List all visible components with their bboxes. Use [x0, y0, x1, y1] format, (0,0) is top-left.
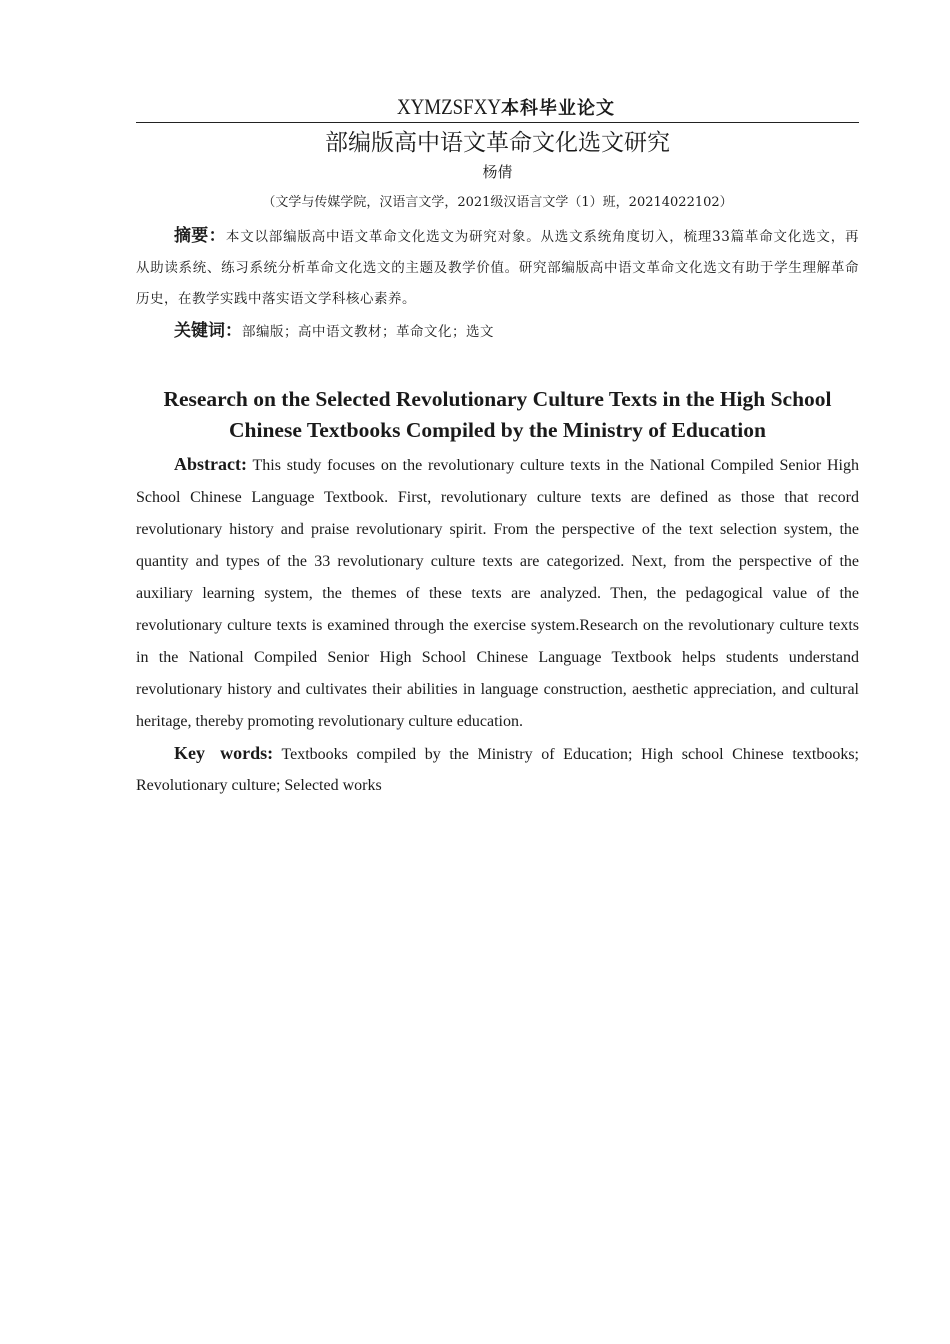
english-abstract-label: Abstract: [174, 454, 247, 474]
chinese-keywords [136, 316, 859, 347]
english-keywords-text: Textbooks compiled by the Ministry of Education; High school Chinese textbooks; Revolutionary culture; Selected works [136, 746, 859, 794]
author-affiliation: （文学与传媒学院，汉语言文学，2021级汉语言文学（1）班，20214022102） [262, 195, 733, 210]
chinese-abstract [136, 221, 859, 315]
chinese-keywords-text: 部编版；高中语文教材；革命文化；选文 [242, 324, 494, 340]
english-keywords-label: Key words: [174, 743, 274, 763]
author-name: 杨倩 [482, 163, 513, 181]
english-keywords [136, 738, 859, 801]
chinese-keywords-label: 关键词： [174, 321, 242, 341]
chinese-abstract-label: 摘要： [174, 226, 226, 246]
english-abstract-text: This study focuses on the revolutionary culture texts in the National Compiled Senior High School Chinese Language Textbook. First, revolutionary culture texts are defined as those that record revolutionary history and praise revolutionary spirit. From the perspective of the text selection system, the quantity and types of the 33 revolutionary culture texts are categorized. Next, from the perspective of the auxiliary learning system, the themes of these texts are analyzed. Then, the pedagogical value of the revolutionary culture texts is examined through the exercise system.Research on the revolutionary culture texts in the National Compiled Senior High School Chinese Language Textbook helps students understand revolutionary history and cultivates their abilities in language construction, aesthetic appreciation, and cultural heritage, thereby promoting revolutionary culture education. [136, 457, 860, 730]
chinese-title: 部编版高中语文革命文化选文研究 [325, 130, 670, 156]
header-code: XYMZSFXY [396, 94, 502, 119]
english-title: Research on the Selected Revolutionary Culture Texts in the High School Chinese Textbooks Compiled by the Ministry of Education [163, 387, 832, 442]
header-label: 本科毕业论文 [501, 98, 616, 119]
english-abstract [136, 448, 859, 738]
running-header [136, 92, 859, 123]
paper-page [136, 92, 859, 801]
chinese-abstract-text: 本文以部编版高中语文革命文化选文为研究对象。从选文系统角度切入，梳理33篇革命文化选文，再从助读系统、练习系统分析革命文化选文的主题及教学价值。研究部编版高中语文革命文化选文有助于学生理解革命历史，在教学实践中落实语文学科核心素养。 [136, 229, 859, 307]
